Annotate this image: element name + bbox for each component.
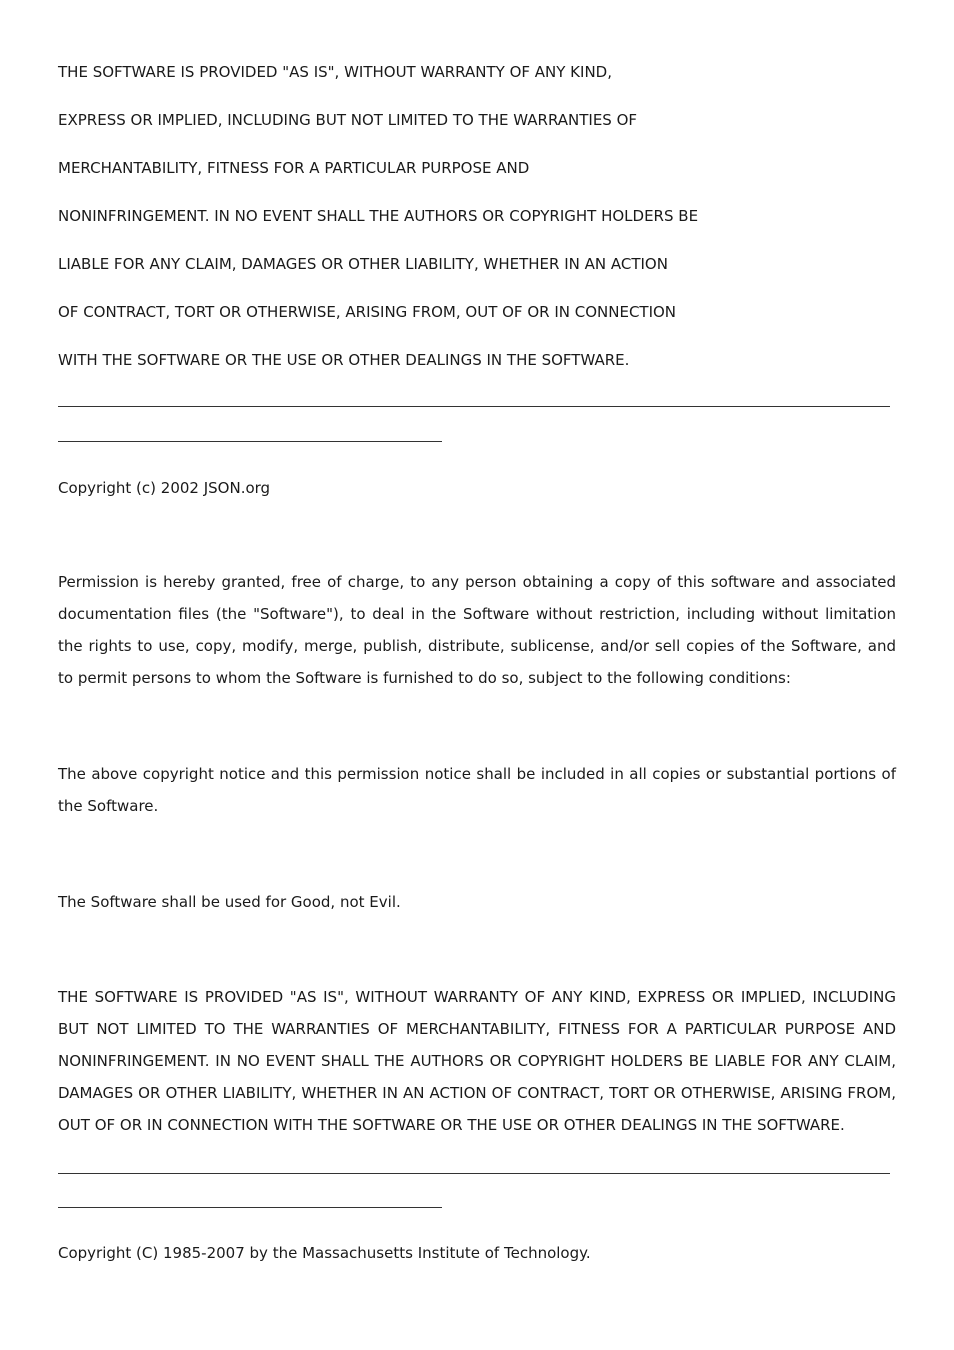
separator-rule-short [58,441,442,442]
separator-rule-long [58,406,890,407]
separator-rule-long-2 [58,1173,890,1174]
warranty-line-6: OF CONTRACT, TORT OR OTHERWISE, ARISING FROM, OUT OF OR IN CONNECTION [58,303,677,321]
json-warranty-paragraph: THE SOFTWARE IS PROVIDED "AS IS", WITHOUT WARRANTY OF ANY KIND, EXPRESS OR IMPLIED, INCLUDING BUT NOT LIMITED TO THE WARRANTIES OF MERCHANTABILITY, FITNESS FOR A PARTICULAR PURPOSE AND NONINFRINGEMENT. IN NO EVENT SHALL THE AUTHORS OR COPYRIGHT HOLDERS BE LIABLE FOR ANY CLAIM, DAMAGES OR OTHER LIABILITY, WHETHER IN AN ACTION OF CONTRACT, TORT OR OTHERWISE, ARISING FROM, OUT OF OR IN CONNECTION WITH THE SOFTWARE OR THE USE OR OTHER DEALINGS IN THE SOFTWARE. [58,988,896,1134]
json-permission-paragraph: Permission is hereby granted, free of charge, to any person obtaining a copy of this software and associated documentation files (the "Software"), to deal in the Software without restriction, including without limitation the rights to use, copy, modify, merge, publish, distribute, sublicense, and/or sell copies of the Software, and to permit persons to whom the Software is furnished to do so, subject to the following conditions: [58,573,896,687]
warranty-line-2: EXPRESS OR IMPLIED, INCLUDING BUT NOT LIMITED TO THE WARRANTIES OF [58,111,638,129]
separator-rule-short-2 [58,1207,442,1208]
warranty-line-5: LIABLE FOR ANY CLAIM, DAMAGES OR OTHER LIABILITY, WHETHER IN AN ACTION [58,255,668,273]
warranty-line-4: NONINFRINGEMENT. IN NO EVENT SHALL THE AUTHORS OR COPYRIGHT HOLDERS BE [58,207,699,225]
mit-copyright: Copyright (C) 1985-2007 by the Massachusetts Institute of Technology. [58,1244,591,1262]
json-notice-paragraph: The above copyright notice and this permission notice shall be included in all copies or substantial portions of the Software. [58,765,896,815]
warranty-line-1: THE SOFTWARE IS PROVIDED "AS IS", WITHOUT WARRANTY OF ANY KIND, [58,63,612,81]
json-good-not-evil: The Software shall be used for Good, not Evil. [58,893,401,911]
json-copyright: Copyright (c) 2002 JSON.org [58,479,271,497]
warranty-line-3: MERCHANTABILITY, FITNESS FOR A PARTICULAR PURPOSE AND [58,159,530,177]
warranty-line-7: WITH THE SOFTWARE OR THE USE OR OTHER DEALINGS IN THE SOFTWARE. [58,351,630,369]
